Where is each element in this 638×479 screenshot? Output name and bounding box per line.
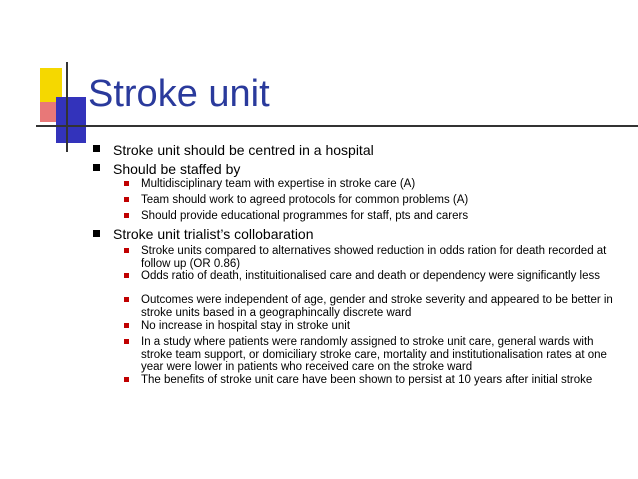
bullet-text: Should be staffed by <box>113 161 241 177</box>
sub-bullet-text: Outcomes were independent of age, gender and stroke severity and appeared to be better in stroke units based in a geographincally discrete ward <box>141 294 613 319</box>
sub-bullet-icon <box>124 339 129 344</box>
sub-bullet-icon <box>124 248 129 253</box>
vertical-rule <box>66 62 68 152</box>
bullet-square-icon <box>93 230 100 237</box>
sub-bullet-text: Multidisciplinary team with expertise in stroke care (A) <box>141 178 416 190</box>
blue-square-decoration <box>56 97 86 143</box>
sub-bullet-icon <box>124 273 129 278</box>
sub-bullet-icon <box>124 197 129 202</box>
sub-bullet-icon <box>124 213 129 218</box>
sub-bullet-icon <box>124 181 129 186</box>
sub-bullet-text: Should provide educational programmes for staff, pts and carers <box>141 210 469 222</box>
bullet-text: Stroke unit trialist’s collobaration <box>113 226 314 242</box>
horizontal-rule <box>36 125 638 127</box>
sub-bullet-text: No increase in hospital stay in stroke unit <box>141 320 351 332</box>
bullet-text: Stroke unit should be centred in a hospital <box>113 142 374 158</box>
sub-bullet-text: Odds ratio of death, instituitionalised care and death or dependency were significantly less <box>141 270 600 282</box>
sub-bullet-icon <box>124 297 129 302</box>
sub-bullet-text: The benefits of stroke unit care have been shown to persist at 10 years after initial stroke <box>141 374 593 386</box>
sub-bullet-text: In a study where patients were randomly assigned to stroke unit care, general wards with stroke team support, or domiciliary stroke care, mortality and institutionalisation rates at one year were lower in patients who received care on the stroke ward <box>141 336 607 373</box>
sub-bullet-text: Team should work to agreed protocols for common problems (A) <box>141 194 469 206</box>
sub-bullet-icon <box>124 377 129 382</box>
sub-bullet-icon <box>124 323 129 328</box>
slide-title: Stroke unit <box>88 73 270 115</box>
bullet-square-icon <box>93 164 100 171</box>
bullet-square-icon <box>93 145 100 152</box>
sub-bullet-text: Stroke units compared to alternatives showed reduction in odds ration for death recorded at follow up (OR 0.86) <box>141 245 607 270</box>
